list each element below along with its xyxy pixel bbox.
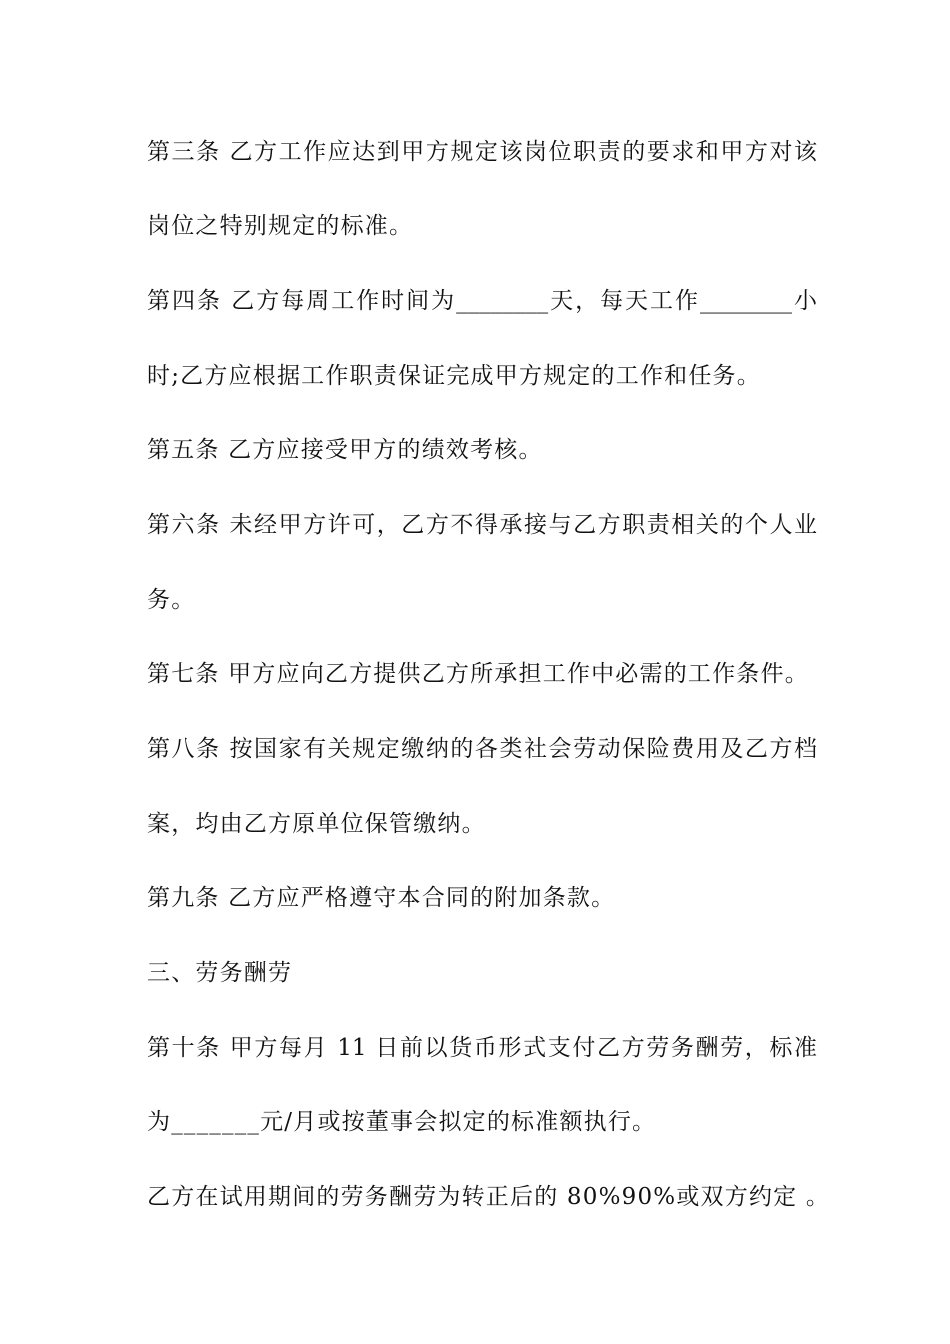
article-9: 第九条 乙方应严格遵守本合同的附加条款。 [147,885,616,911]
article-5: 第五条 乙方应接受甲方的绩效考核。 [147,437,543,463]
article-4-line-1: 第四条 乙方每周工作时间为________天，每天工作________小 [147,288,817,314]
article-7: 第七条 甲方应向乙方提供乙方所承担工作中必需的工作条件。 [147,661,809,687]
article-4-line-2: 时;乙方应根据工作职责保证完成甲方规定的工作和任务。 [147,363,761,389]
article-3-line-2: 岗位之特别规定的标准。 [147,213,414,239]
article-6-line-1: 第六条 未经甲方许可，乙方不得承接与乙方职责相关的个人业 [147,512,817,538]
article-8-line-1: 第八条 按国家有关规定缴纳的各类社会劳动保险费用及乙方档 [147,736,817,762]
article-8-line-2: 案，均由乙方原单位保管缴纳。 [147,811,486,837]
article-10-line-2: 为_______元/月或按董事会拟定的标准额执行。 [147,1109,657,1135]
probation-pay-note: 乙方在试用期间的劳务酬劳为转正后的 80%90%或双方约定 。 [147,1184,831,1210]
article-3-line-1: 第三条 乙方工作应达到甲方规定该岗位职责的要求和甲方对该 [147,139,817,165]
article-10-line-1: 第十条 甲方每月 11 日前以货币形式支付乙方劳务酬劳，标准 [147,1035,817,1061]
section-heading-3: 三、劳务酬劳 [147,960,293,986]
article-6-line-2: 务。 [147,587,196,613]
